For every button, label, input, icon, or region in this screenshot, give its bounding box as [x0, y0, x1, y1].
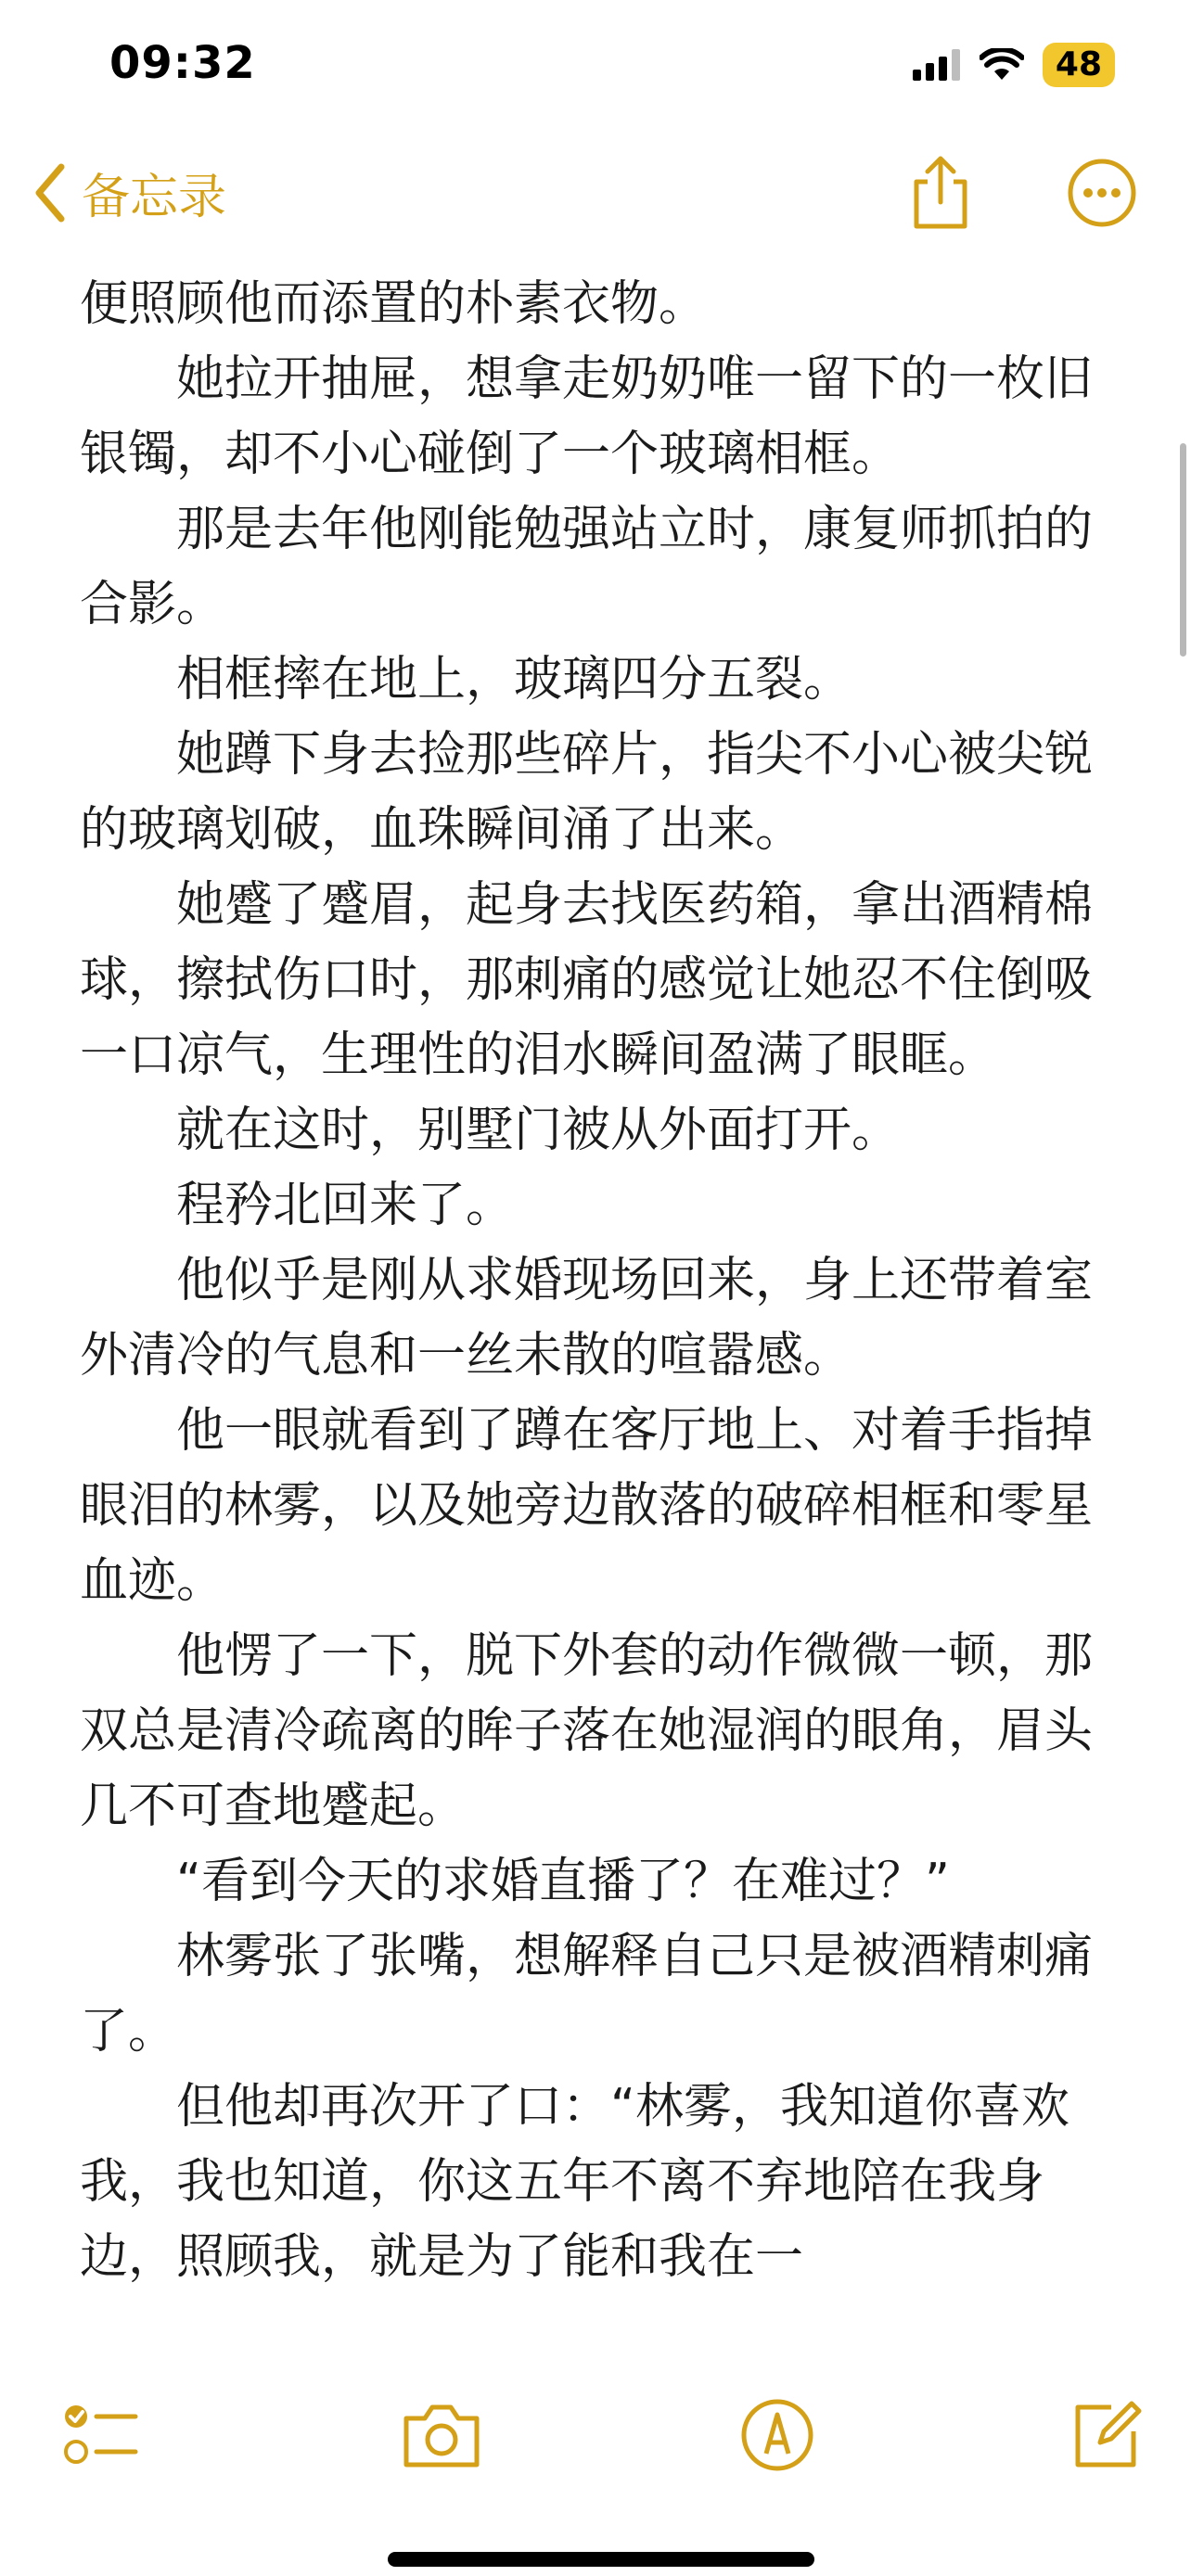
- note-paragraph: 林雾张了张嘴，想解释自己只是被酒精刺痛了。: [80, 1929, 1094, 2060]
- note-paragraph: 就在这时，别墅门被从外面打开。: [176, 1103, 901, 1158]
- home-indicator[interactable]: [388, 2552, 814, 2567]
- share-button[interactable]: [905, 154, 976, 236]
- note-paragraph: 程矜北回来了。: [176, 1178, 515, 1233]
- status-bar: [0, 0, 1191, 130]
- more-options-icon: [1067, 158, 1137, 228]
- note-paragraph: 相框摔在地上，玻璃四分五裂。: [176, 652, 852, 708]
- note-paragraph: 她蹲下身去捡那些碎片，指尖不小心被尖锐的玻璃划破，血珠瞬间涌了出来。: [80, 727, 1094, 858]
- checklist-icon: [61, 2396, 139, 2474]
- bottom-toolbar: [0, 2381, 1191, 2493]
- checklist-button[interactable]: [61, 2396, 139, 2478]
- status-time: 09:32: [109, 37, 256, 89]
- markup-button[interactable]: [738, 2396, 816, 2478]
- status-icons: [913, 43, 1115, 87]
- battery-icon: 48: [1043, 43, 1115, 87]
- wifi-icon: [980, 48, 1024, 82]
- note-body[interactable]: [80, 267, 1119, 2295]
- navigation-bar: [0, 139, 1191, 250]
- camera-button[interactable]: [399, 2396, 484, 2478]
- note-paragraph: “看到今天的求婚直播了？在难过？”: [176, 1854, 950, 1909]
- note-paragraph: 她拉开抽屉，想拿走奶奶唯一留下的一枚旧银镯，却不小心碰倒了一个玻璃相框。: [80, 351, 1094, 482]
- more-options-button[interactable]: [1067, 158, 1137, 232]
- back-button-label: 备忘录: [82, 170, 227, 225]
- compose-icon: [1067, 2396, 1145, 2474]
- compose-button[interactable]: [1067, 2396, 1145, 2478]
- back-button[interactable]: [32, 158, 226, 227]
- note-paragraph: 那是去年他刚能勉强站立时，康复师抓拍的合影。: [80, 502, 1094, 632]
- camera-icon: [399, 2396, 484, 2474]
- note-paragraph: 他愣了一下，脱下外套的动作微微一顿，那双总是清冷疏离的眸子落在她湿润的眼角，眉头几不可查地蹙起。: [80, 1628, 1094, 1834]
- cellular-signal-icon: [913, 49, 961, 81]
- note-paragraph: 他一眼就看到了蹲在客厅地上、对着手指掉眼泪的林雾，以及她旁边散落的破碎相框和零星血迹。: [80, 1403, 1094, 1609]
- note-paragraph: 她蹙了蹙眉，起身去找医药箱，拿出酒精棉球，擦拭伤口时，那刺痛的感觉让她忍不住倒吸一口凉气，生理性的泪水瞬间盈满了眼眶。: [80, 877, 1094, 1083]
- note-paragraph: 便照顾他而添置的朴素衣物。: [80, 276, 708, 332]
- note-paragraph: 但他却再次开了口：“林雾，我知道你喜欢我，我也知道，你这五年不离不弃地陪在我身边，照顾我，就是为了能和我在一: [80, 2079, 1069, 2285]
- markup-pen-icon: [738, 2396, 816, 2474]
- share-icon: [905, 154, 976, 232]
- chevron-left-icon: [32, 161, 69, 224]
- scroll-indicator[interactable]: [1180, 443, 1186, 657]
- note-paragraph: 他似乎是刚从求婚现场回来，身上还带着室外清冷的气息和一丝未散的喧嚣感。: [80, 1253, 1094, 1384]
